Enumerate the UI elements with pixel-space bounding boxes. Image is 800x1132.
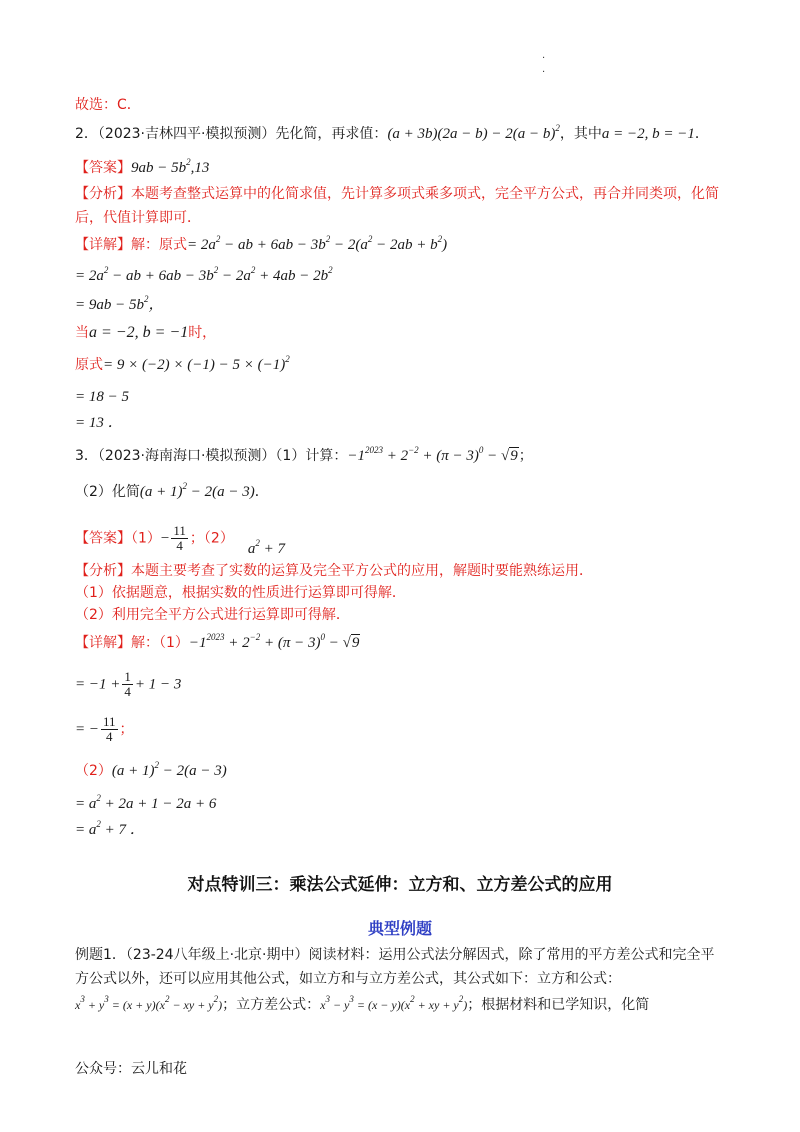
problem2-step3: = 18 − 5	[75, 389, 129, 405]
problem2-step1: = $2a^2$ − ab + $6ab - 3b^2 - 2a^2 + 4ab - 2b^2$	[75, 265, 333, 284]
problem3-expression: $-1^{2023} + 2^{-2} + (\pi - 3)^0 - √9$	[347, 445, 518, 464]
analysis-label: 【分析】	[75, 186, 131, 202]
detail-label: 【详解】	[75, 237, 131, 253]
problem2-values: a = −2, b = −1	[601, 126, 695, 142]
problem2-statement: 2．（2023·吉林四平·模拟预测）先化简，再求值：$(a + 3b)(2a - b) - 2(a - b)^2$，其中a = −2, b = −1．	[75, 123, 709, 142]
problem2-detail: 【详解】解：原式= $2a^2$ − ab + $6ab - 3b^2 - 2(a^2 - 2ab + b^2)$	[75, 234, 448, 253]
problem3-analysis-2: （2）利用完全平方公式进行运算即可得解．	[75, 607, 350, 623]
problem2-analysis-2: 后，代值计算即可．	[75, 210, 201, 226]
problem3-step2: = − $\frac{11}{4}$ ；	[75, 714, 134, 744]
footer-account: 公众号：云儿和花	[75, 1061, 187, 1077]
problem2-expression: $(a + 3b)(2a - b) - 2(a - b)^2$	[387, 123, 560, 142]
example-line1: 例题1．（23-24八年级上·北京·期中）阅读材料：运用公式法分解因式，除了常用的平方差公式和完全平	[75, 947, 715, 963]
problem2-when: 当a = −2, b = −1时，	[75, 324, 217, 341]
section-subtitle: 典型例题	[367, 919, 432, 938]
problem2-answer	[75, 158, 209, 178]
problem3-analysis-1: （1）依据题意，根据实数的性质进行运算即可得解．	[75, 585, 406, 601]
answer-value: $9ab - 5b^2,13$	[131, 157, 210, 176]
problem2-analysis-1: 【分析】本题考查整式运算中的化简求值，先计算多项式乘多项式，完全平方公式，再合并同类项，化简	[75, 186, 719, 202]
example-line3: $x^3 + y^3 = (x + y)(x^2$ − xy + $y^2$)；立方差公式：$x^3 - y^3 = (x - y)(x^2$ + xy + $y^2$)；根据材料和已学知识，化简	[75, 994, 650, 1013]
problem2-substitution: 原式= $9 \times (-2) \times (-1) - 5 \times (-1)^2$	[75, 354, 290, 373]
problem3-result: = $a^2 + 7$ ．	[75, 819, 145, 838]
top-marks: · ·	[542, 53, 546, 78]
problem3-detail: 【详解】解：$(1)-1^{2023} + 2^{-2} + (\pi - 3)^0 - √9$	[75, 632, 360, 651]
problem2-step2: = $9ab - 5b^2$，	[75, 294, 164, 313]
problem3-analysis: 【分析】本题主要考查了实数的运算及完全平方公式的应用，解题时要能熟练运用．	[75, 563, 593, 579]
problem2-result: = 13 ．	[75, 415, 123, 431]
section-title: 对点特训三：乘法公式延伸：立方和、立方差公式的应用	[187, 875, 613, 895]
problem3-part2: （2）化简$(a + 1)^2 - 2(a - 3)$．	[75, 481, 269, 500]
problem3-step1: = −1 + $\frac{1}{4}$ + 1 − 3	[75, 669, 182, 699]
example-line2: 方公式以外，还可以应用其他公式，如立方和与立方差公式，其公式如下：立方和公式：	[75, 971, 621, 987]
problem3-part2-detail: $(2)(a + 1)^2 - 2(a - 3)$	[75, 760, 227, 779]
choice-line: 故选：C．	[75, 97, 141, 113]
problem3-answer: 【答案】（1）− $\frac{11}{4}$ ；$(2)a^2 + 7$	[75, 523, 285, 557]
answer-label: 【答案】	[75, 160, 131, 176]
answer-label: 【答案】	[75, 530, 131, 547]
problem3-step3: = $a^2 + 2a + 1 - 2a + 6$	[75, 793, 217, 812]
problem3-statement: 3．（2023·海南海口·模拟预测）（1）计算：$-1^{2023} + 2^{-2} + (\pi - 3)^0 - √9$；	[75, 445, 533, 464]
